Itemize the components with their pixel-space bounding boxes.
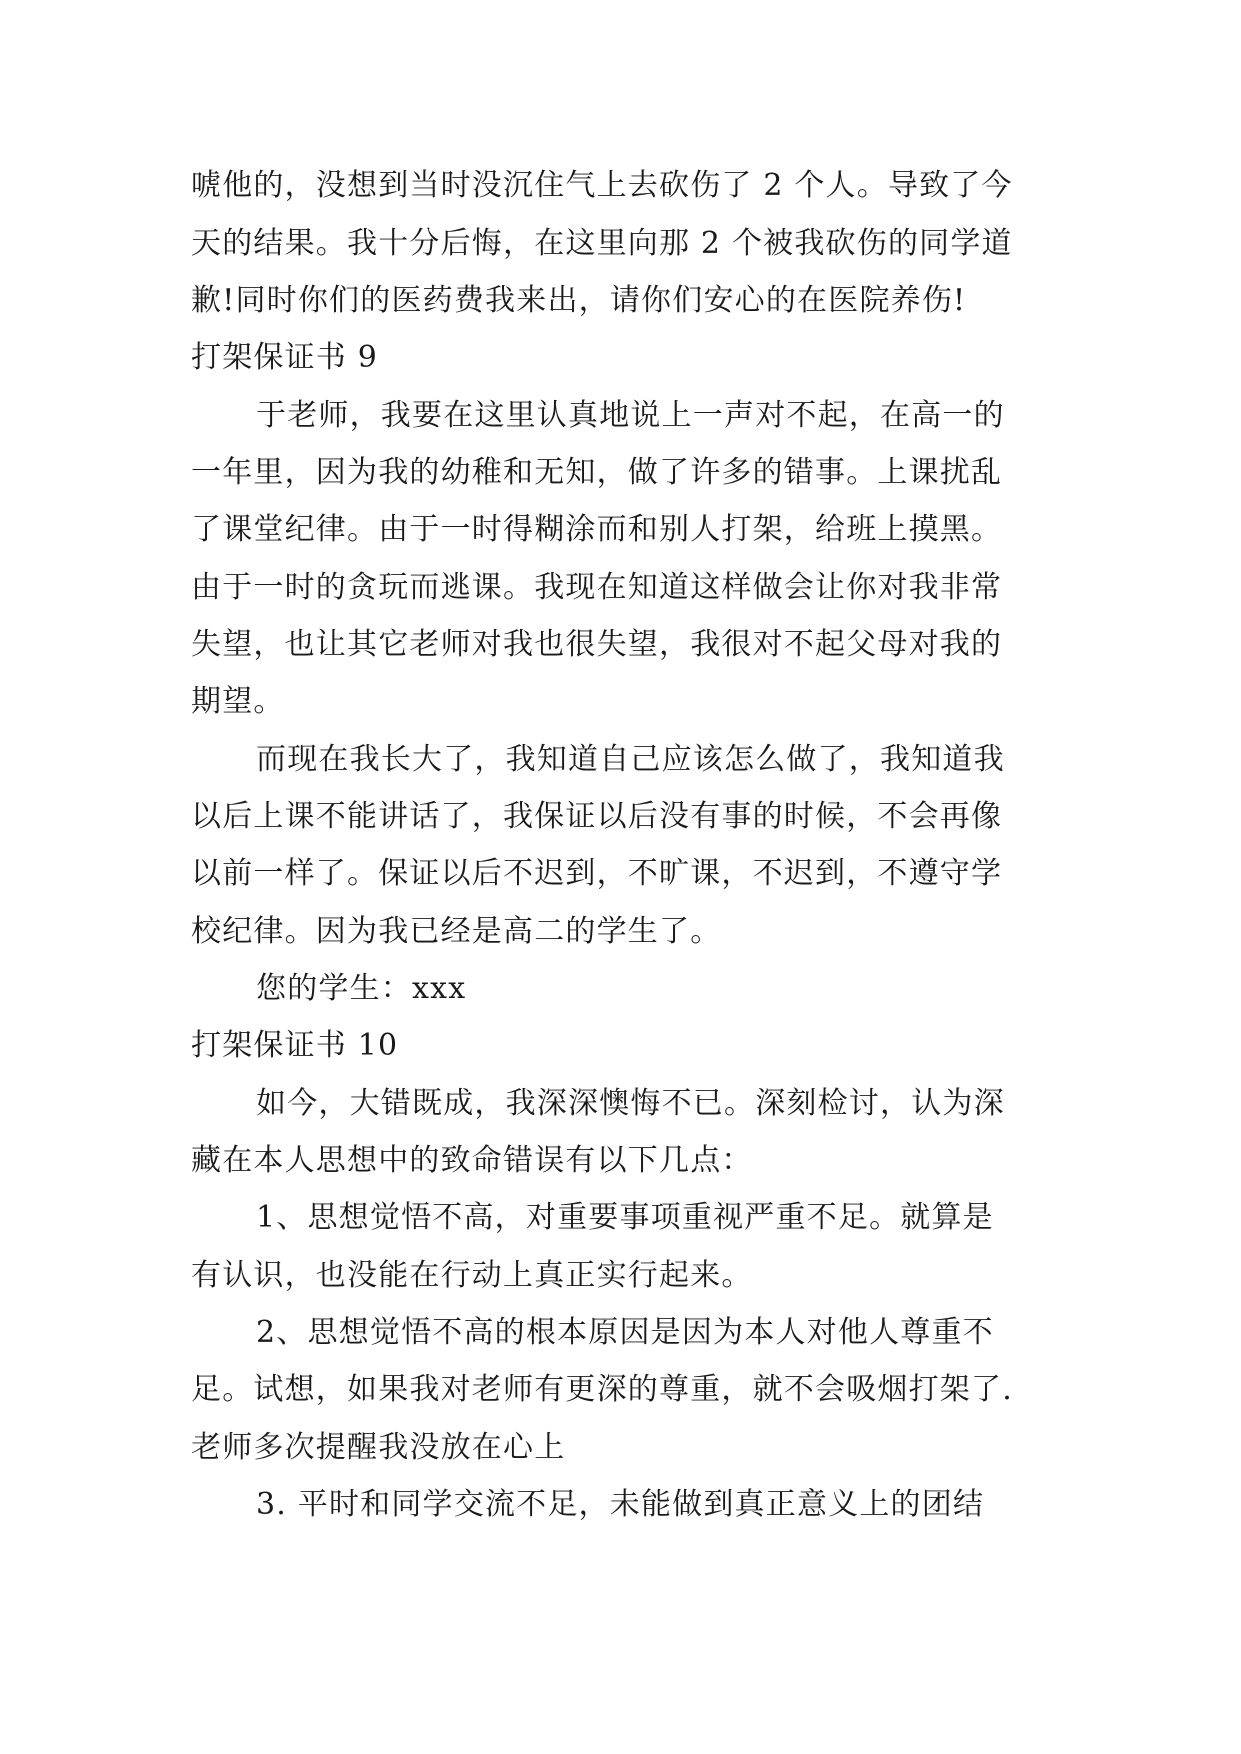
paragraph-line: 了课堂纪律。由于一时得糊涂而和别人打架，给班上摸黑。 bbox=[191, 512, 1003, 547]
paragraph-line: 一年里，因为我的幼稚和无知，做了许多的错事。上课扰乱 bbox=[191, 455, 1003, 490]
paragraph-line: 以后上课不能讲话了，我保证以后没有事的时候，不会再像 bbox=[191, 799, 1003, 834]
section-heading-9: 打架保证书 9 bbox=[191, 340, 379, 375]
paragraph-line: 校纪律。因为我已经是高二的学生了。 bbox=[191, 914, 722, 949]
paragraph-line: 由于一时的贪玩而逃课。我现在知道这样做会让你对我非常 bbox=[191, 570, 1003, 605]
list-item-3: 3. 平时和同学交流不足，未能做到真正意义上的团结 bbox=[256, 1487, 985, 1522]
paragraph-line: 失望，也让其它老师对我也很失望，我很对不起父母对我的 bbox=[191, 627, 1003, 662]
paragraph-line: 藏在本人思想中的致命错误有以下几点： bbox=[191, 1143, 753, 1178]
paragraph-line: 于老师，我要在这里认真地说上一声对不起，在高一的 bbox=[256, 398, 1005, 433]
list-item-1: 1、思想觉悟不高，对重要事项重视严重不足。就算是 bbox=[256, 1200, 994, 1235]
paragraph-line: 唬他的，没想到当时没沉住气上去砍伤了 2 个人。导致了今 bbox=[191, 168, 1013, 203]
paragraph-line: 期望。 bbox=[191, 684, 285, 719]
paragraph-line: 天的结果。我十分后悔，在这里向那 2 个被我砍伤的同学道 bbox=[191, 226, 1013, 261]
paragraph-line: 老师多次提醒我没放在心上 bbox=[191, 1430, 566, 1465]
paragraph-line: 而现在我长大了，我知道自己应该怎么做了，我知道我 bbox=[256, 742, 1005, 777]
signature-line: 您的学生：xxx bbox=[256, 971, 467, 1006]
paragraph-line: 歉!同时你们的医药费我来出，请你们安心的在医院养伤! bbox=[191, 283, 967, 318]
list-item-2: 2、思想觉悟不高的根本原因是因为本人对他人尊重不 bbox=[256, 1315, 994, 1350]
paragraph-line: 以前一样了。保证以后不迟到，不旷课，不迟到，不遵守学 bbox=[191, 856, 1003, 891]
paragraph-line: 足。试想，如果我对老师有更深的尊重，就不会吸烟打架了. bbox=[191, 1372, 1013, 1407]
paragraph-line: 如今，大错既成，我深深懊悔不已。深刻检讨，认为深 bbox=[256, 1086, 1005, 1121]
paragraph-line: 有认识，也没能在行动上真正实行起来。 bbox=[191, 1258, 753, 1293]
section-heading-10: 打架保证书 10 bbox=[191, 1028, 399, 1063]
